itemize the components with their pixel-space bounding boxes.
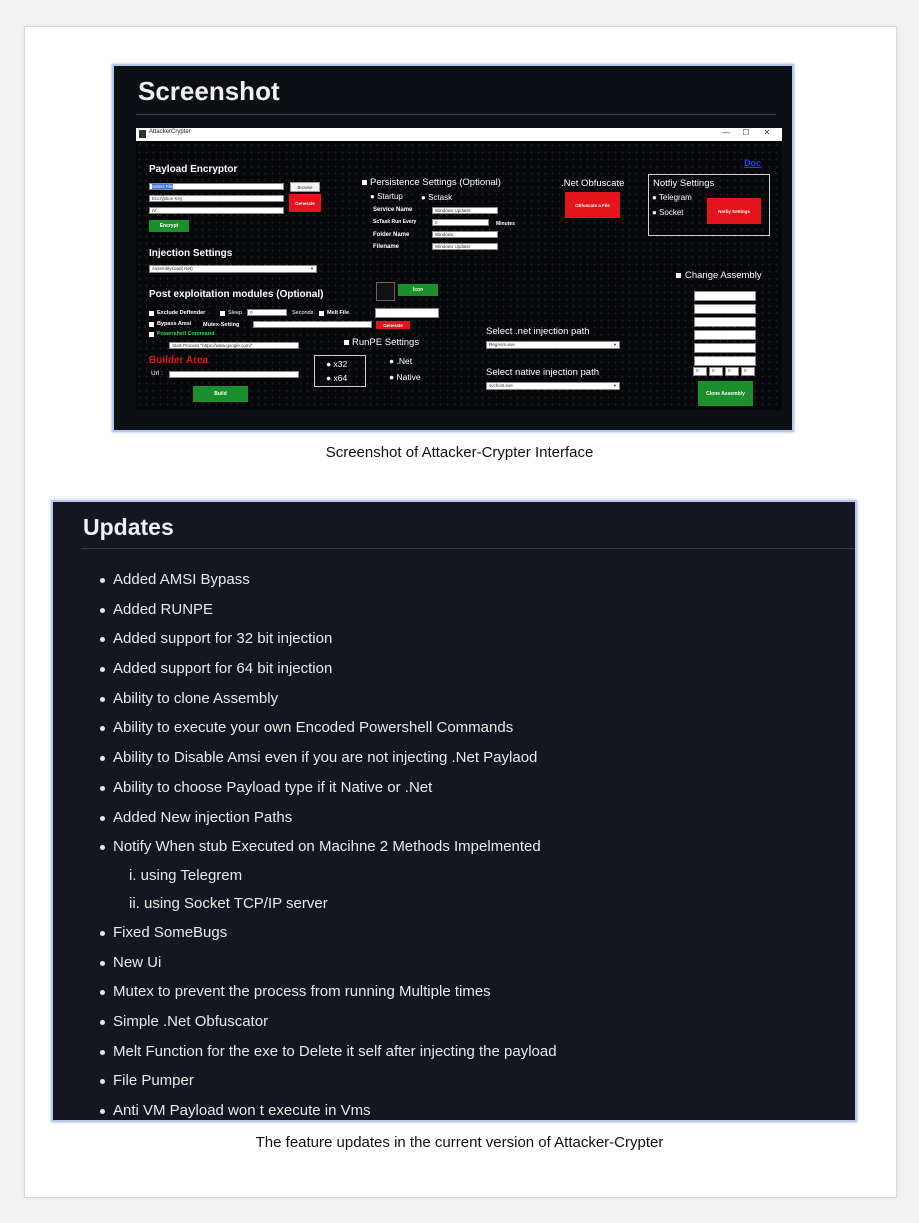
- bypass-amsi-checkbox[interactable]: [149, 322, 154, 327]
- exclude-defender-checkbox[interactable]: [149, 311, 154, 316]
- version-revision-stepper[interactable]: 0: [741, 367, 755, 376]
- builder-area-heading: Builder Area: [149, 355, 209, 366]
- doc-link[interactable]: Doc: [744, 158, 762, 168]
- runpe-heading: RunPE Settings: [352, 337, 420, 348]
- list-item: Notify When stub Executed on Macihne 2 Methods Impelmented: [99, 832, 557, 862]
- window-title: AttackerCrypter: [149, 129, 191, 135]
- updates-divider: [81, 548, 857, 549]
- list-item: Anti VM Payload won t execute in Vms: [99, 1096, 557, 1122]
- screenshot-heading: Screenshot: [138, 76, 280, 106]
- list-item: New Ui: [99, 948, 557, 978]
- sub-list-item: i. using Telegrem: [129, 866, 243, 884]
- telegram-radio[interactable]: ● Telegram: [652, 193, 692, 202]
- filename-label: Filename: [373, 244, 400, 250]
- iv-field[interactable]: IV: [149, 207, 284, 214]
- list-item: Added New injection Paths: [99, 803, 557, 833]
- icon-path-field[interactable]: [375, 308, 439, 318]
- seconds-label: Seconds: [292, 310, 314, 316]
- service-name-field[interactable]: Windows Updater: [432, 207, 498, 214]
- browse-button[interactable]: Browse: [290, 182, 320, 192]
- melt-file-checkbox[interactable]: [319, 311, 324, 316]
- list-item: Added support for 32 bit injection: [99, 624, 557, 654]
- x64-radio[interactable]: ● x64: [326, 373, 348, 383]
- native-radio[interactable]: ● Native: [389, 372, 421, 382]
- net-path-select[interactable]: RegAsm.exe ▼: [486, 341, 620, 349]
- folder-name-label: Folder Name: [373, 232, 410, 238]
- list-item: File Pumper: [99, 1066, 557, 1096]
- service-name-label: Service Name: [373, 207, 413, 213]
- net-radio[interactable]: ● .Net: [389, 356, 413, 366]
- native-path-heading: Select native injection path: [486, 367, 600, 378]
- assembly-title-field[interactable]: [694, 291, 756, 301]
- list-item: Ability to Disable Amsi even if you are not injecting .Net Paylaod: [99, 743, 557, 773]
- chevron-down-icon: ▼: [613, 383, 617, 388]
- updates-heading: Updates: [83, 514, 174, 540]
- x32-radio[interactable]: ● x32: [326, 359, 348, 369]
- list-item: Ability to execute your own Encoded Powershell Commands: [99, 713, 557, 743]
- folder-name-field[interactable]: Windows: [432, 231, 498, 238]
- icon-button[interactable]: Icon: [398, 284, 438, 296]
- change-assembly-heading: Change Assembly: [685, 270, 762, 281]
- list-item: Mutex to prevent the process from running Multiple times: [99, 977, 557, 1007]
- figure2-caption: The feature updates in the current version of Attacker-Crypter: [255, 1134, 664, 1151]
- sleep-checkbox[interactable]: [220, 311, 225, 316]
- generate-key-button[interactable]: Generate: [289, 194, 321, 212]
- icon-preview: [376, 282, 395, 301]
- persistence-checkbox[interactable]: [362, 180, 367, 185]
- version-minor-stepper[interactable]: 0: [709, 367, 723, 376]
- sub-list-item: ii. using Socket TCP/IP server: [129, 894, 328, 912]
- maximize-button[interactable]: ☐: [742, 128, 750, 137]
- heading-divider: [136, 114, 776, 115]
- injection-method-select[interactable]: AssemblyLoad(.Net) ▼: [149, 265, 317, 273]
- runpe-checkbox[interactable]: [344, 340, 349, 345]
- payload-encryptor-heading: Payload Encryptor: [149, 164, 238, 175]
- assembly-description-field[interactable]: [694, 304, 756, 314]
- melt-file-label: Melt File: [327, 310, 350, 316]
- obfuscate-file-button[interactable]: Obfuscate a File: [565, 192, 620, 218]
- build-button[interactable]: Build: [193, 386, 248, 402]
- updates-figure: [51, 500, 857, 1122]
- encryption-key-field[interactable]: Encryption Key: [149, 195, 284, 202]
- assembly-trademark-field[interactable]: [694, 356, 756, 366]
- figure1-caption: Screenshot of Attacker-Crypter Interface: [325, 444, 594, 461]
- app-icon: [139, 130, 146, 138]
- list-item: Added support for 64 bit injection: [99, 654, 557, 684]
- exclude-defender-label: Exclude Deffender: [157, 310, 206, 316]
- version-build-stepper[interactable]: 0: [725, 367, 739, 376]
- net-obfuscate-heading: .Net Obfuscate: [561, 178, 625, 189]
- notify-settings-button[interactable]: Notfiy Settings: [707, 198, 761, 224]
- mutex-field[interactable]: [253, 321, 372, 328]
- bypass-amsi-label: Bypass Amsi: [157, 321, 192, 327]
- net-path-heading: Select .net injection path: [486, 326, 590, 337]
- notify-heading: Notfiy Settings: [653, 178, 715, 189]
- list-item: Ability to choose Payload type if it Native or .Net: [99, 773, 557, 803]
- filename-field[interactable]: Windows Updater: [432, 243, 498, 250]
- select-file-field[interactable]: Select File: [149, 183, 284, 190]
- assembly-product-field[interactable]: [694, 330, 756, 340]
- minutes-label: Minutes: [496, 221, 515, 227]
- list-item: Added AMSI Bypass: [99, 565, 557, 595]
- persistence-heading: Persistence Settings (Optional): [370, 177, 501, 188]
- powershell-label: Powershell Command: [157, 331, 215, 337]
- native-path-select[interactable]: svchost.exe ▼: [486, 382, 620, 390]
- injection-settings-heading: Injection Settings: [149, 248, 233, 259]
- powershell-checkbox[interactable]: [149, 332, 154, 337]
- powershell-command-field[interactable]: Start-Process "https://www.google.com/": [169, 342, 299, 349]
- chevron-down-icon: ▼: [613, 342, 617, 347]
- sleep-seconds-stepper[interactable]: 0: [247, 309, 287, 316]
- sctask-radio[interactable]: ● Sctask: [421, 193, 453, 202]
- mutex-generate-button[interactable]: Generate: [376, 321, 410, 329]
- encrypt-button[interactable]: Encrypt: [149, 220, 189, 232]
- post-exploitation-heading: Post exploitation modules (Optional): [149, 289, 324, 300]
- chevron-down-icon: ▼: [310, 266, 314, 271]
- updates-list: [99, 565, 557, 1122]
- assembly-copyright-field[interactable]: [694, 343, 756, 353]
- mutex-setting-label: Mutex-Setting: [203, 322, 240, 328]
- socket-radio[interactable]: ● Socket: [652, 208, 684, 217]
- list-item: Added RUNPE: [99, 595, 557, 625]
- list-item: Simple .Net Obfuscator: [99, 1007, 557, 1037]
- close-button[interactable]: ✕: [763, 128, 771, 137]
- list-item: Fixed SomeBugs: [99, 918, 557, 948]
- sctask-interval-label: ScTask Run Every: [373, 219, 417, 225]
- list-item: Melt Function for the exe to Delete it self after injecting the payload: [99, 1037, 557, 1067]
- change-assembly-checkbox[interactable]: [676, 273, 681, 278]
- sleep-label: Sleep: [228, 310, 243, 316]
- crypter-window: [136, 128, 782, 410]
- window-titlebar: [136, 128, 782, 141]
- url-label: Url :: [151, 370, 163, 377]
- sctask-interval-stepper[interactable]: 0: [432, 219, 489, 226]
- minimize-button[interactable]: —: [722, 128, 730, 137]
- url-field[interactable]: [169, 371, 299, 378]
- list-item: Ability to clone Assembly: [99, 684, 557, 714]
- version-major-stepper[interactable]: 0: [693, 367, 707, 376]
- clone-assembly-button[interactable]: Clone Assembly: [698, 381, 753, 406]
- interface-screenshot-figure: [112, 64, 794, 432]
- assembly-company-field[interactable]: [694, 317, 756, 327]
- startup-radio[interactable]: ● Startup: [370, 192, 403, 201]
